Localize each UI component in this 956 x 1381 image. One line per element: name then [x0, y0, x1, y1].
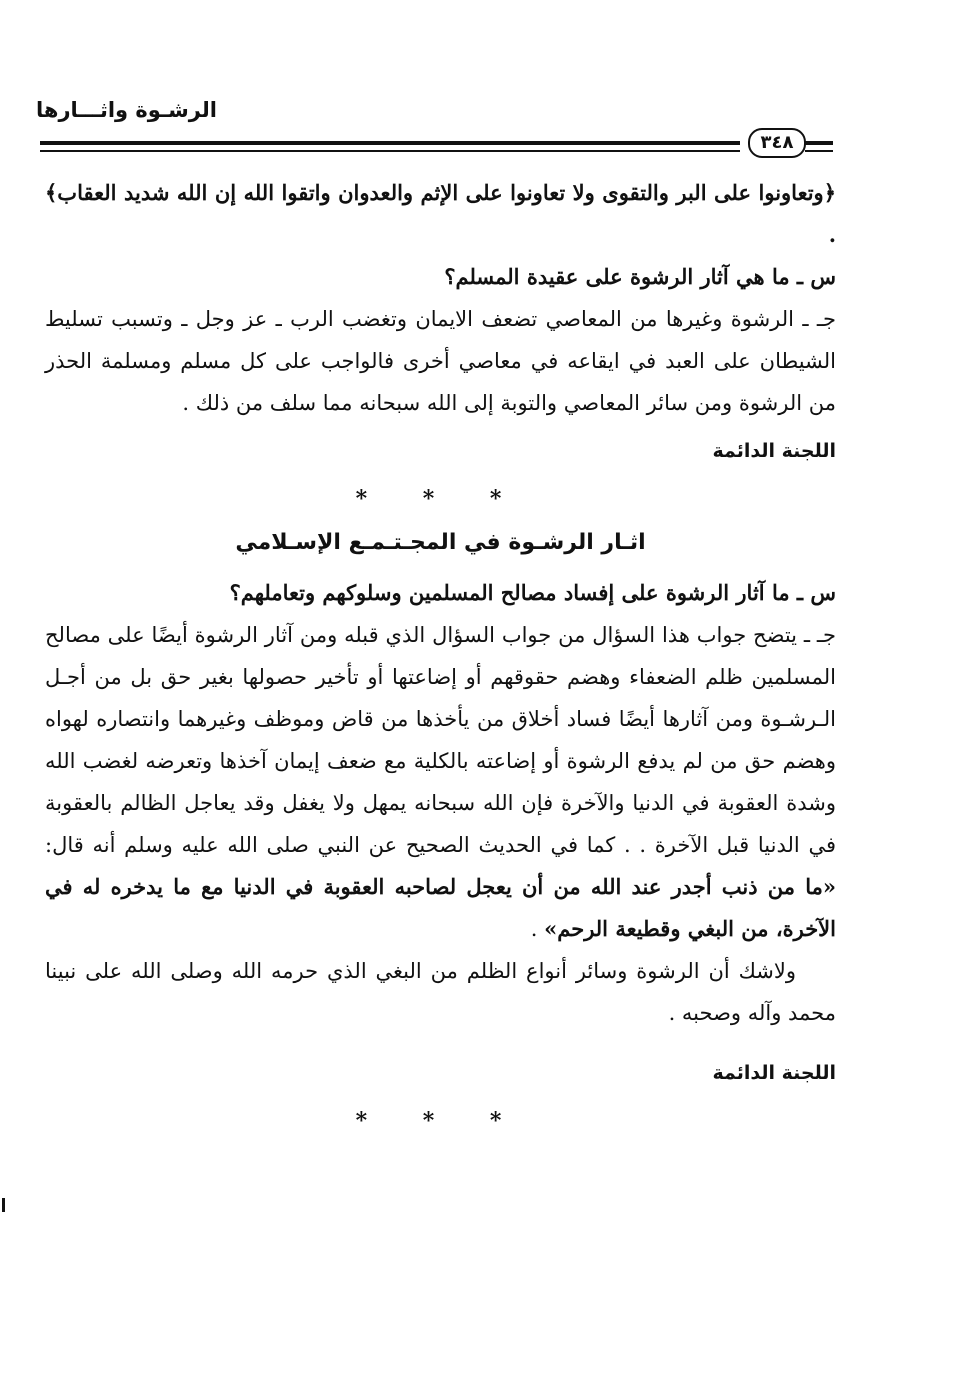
hadith-quote: «ما من ذنب أجدر عند الله من أن يعجل لصاحبه العقوبة في الدنيا مع ما يدخره له في الآخرة، من البغي وقطيعة الرحم» [45, 874, 836, 941]
answer-1: جـ ـ الرشوة وغيرها من المعاصي تضعف الايمان وتغضب الرب ـ عز وجل ـ وتسبب تسليط الشيطان على العبد في ايقاعه في معاصي أخرى فالواجب على كل مسلم ومسلمة الحذر من الرشوة ومن سائر المعاصي والتوبة إلى الله سبحانه مما سلف من ذلك . [45, 307, 836, 415]
section-divider-1: * * * [355, 486, 526, 512]
answer-2-text: جـ ـ يتضح جواب هذا السؤال من جواب السؤال الذي قبله ومن آثار الرشوة أيضًا على مصالح المسلمين ظلم الضعفاء وهضم حقوقهم أو إضاعتها أو تأخير حصولها بغير حق بل من أجـل الـرشـوة ومن آثارها أيضًا فساد أخلاق من يأخذها من قاض وموظف وغيرهما وانتصاره لهواه وهضم حق من لم يدفع الرشوة أو إضاعته بالكلية مع ضعف إيمان آخذها وتعرضه لغضب الله وشدة العقوبة في الدنيا والآخرة فإن الله سبحانه يمهل ولا يغفل وقد يعاجل الظالم بالعقوبة في الدنيا قبل الآخرة . . كما في الحديث الصحيح عن النبي صلى الله عليه وسلم أنه قال: [45, 623, 836, 857]
answer-2-end: . [530, 917, 545, 941]
section-divider-2: * * * [355, 1108, 526, 1134]
closing-paragraph: ولاشك أن الرشوة وسائر أنواع الظلم من البغي الذي حرمه الله وصلى الله على نبينا محمد وآله وصحبه . [45, 959, 836, 1025]
answer-2 [45, 614, 836, 950]
question-2 [45, 572, 836, 614]
running-header-title: الرشـوة واثـــارها [36, 98, 217, 122]
margin-mark [2, 1198, 5, 1212]
signature-1: اللجنة الدائمة [712, 440, 836, 462]
question-1: س ـ ما هي آثار الرشوة على عقيدة المسلم؟ [444, 264, 836, 289]
header-rule-thick [40, 141, 740, 145]
section-title: اثـار الرشـوة في المجـتـمـع الإسـلامي [235, 530, 646, 555]
header-rule-short-thin [805, 150, 833, 152]
page-body [45, 172, 836, 1142]
header-rule-thin [40, 150, 740, 152]
header-rule-short [805, 141, 833, 145]
page-number: ٣٤٨ [748, 128, 806, 158]
verse-paragraph: ﴿وتعاونوا على البر والتقوى ولا تعاونوا على الإثم والعدوان واتقوا الله إن الله شديد العقاب﴾ . [45, 180, 836, 247]
question-2-text: س ـ ما آثار الرشوة على إفساد مصالح المسلمين وسلوكهم وتعاملهم؟ [229, 580, 836, 605]
signature-2: اللجنة الدائمة [712, 1062, 836, 1084]
